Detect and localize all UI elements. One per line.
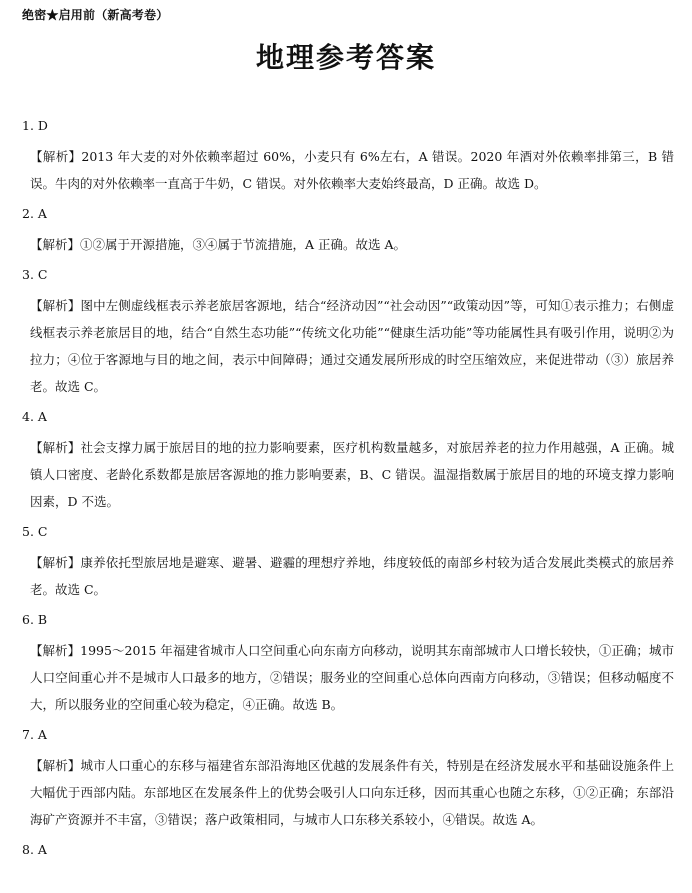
question-number: 5. C [22, 524, 48, 539]
question-explanation [22, 143, 674, 197]
question-number: 2. A [22, 206, 47, 221]
question-number: 3. C [22, 267, 48, 282]
explanation-text: 城市人口重心的东移与福建省东部沿海地区优越的发展条件有关，特别是在经济发展水平和基础设施条件上大幅优于西部内陆。东部地区在发展条件上的优势会吸引人口向东迁移，因而其重心也随之东移，①②正确；东部沿海矿产资源并不丰富，③错误；落户政策相同，与城市人口东移关系较小，④错误。故选 A。 [30, 758, 674, 827]
question-explanation [22, 549, 674, 603]
question-number: 7. A [22, 727, 47, 742]
explanation-tag: 【解析】 [30, 555, 81, 570]
confidential-header: 绝密★启用前（新高考卷） [22, 8, 169, 22]
question-explanation [22, 434, 674, 515]
explanation-text: 康养依托型旅居地是避寒、避暑、避霾的理想疗养地，纬度较低的南部乡村较为适合发展此类模式的旅居养老。故选 C。 [30, 555, 674, 597]
question-explanation [22, 752, 674, 833]
question-number: 6. B [22, 612, 48, 627]
explanation-tag: 【解析】 [30, 440, 81, 455]
question-number: 4. A [22, 409, 47, 424]
question-6 [22, 610, 674, 718]
question-7 [22, 725, 674, 833]
answer-list [22, 116, 674, 867]
explanation-text: 社会支撑力属于旅居目的地的拉力影响要素，医疗机构数量越多，对旅居养老的拉力作用越强，A 正确。城镇人口密度、老龄化系数都是旅居客源地的推力影响要素，B、C 错误。温湿指数属于旅居目的地的环境支撑力影响因素，D 不选。 [30, 440, 674, 509]
explanation-tag: 【解析】 [30, 149, 82, 164]
explanation-tag: 【解析】 [30, 758, 81, 773]
explanation-text: 1995～2015 年福建省城市人口空间重心向东南方向移动，说明其东南部城市人口增长较快，①正确；城市人口空间重心并不是城市人口最多的地方，②错误；服务业的空间重心总体向西南方向移动，③错误；但移动幅度不大，所以服务业的空间重心较为稳定，④正确。故选 B。 [30, 643, 674, 712]
explanation-text: ①②属于开源措施，③④属于节流措施，A 正确。故选 A。 [80, 237, 407, 252]
explanation-tag: 【解析】 [30, 298, 81, 313]
question-3 [22, 265, 674, 400]
page-title: 地理参考答案 [255, 41, 436, 74]
explanation-text: 图中左侧虚线框表示养老旅居客源地，结合“经济动因”“社会动因”“政策动因”等，可知①表示推力；右侧虚线框表示养老旅居目的地，结合“自然生态功能”“传统文化功能”“健康生活功能”等功能属性具有吸引作用，说明②为拉力；④位于客源地与目的地之间，表示中间障碍；通过交通发展所形成的时空压缩效应，来促进带动（③）旅居养老。故选 C。 [30, 298, 674, 394]
question-5 [22, 522, 674, 603]
explanation-tag: 【解析】 [30, 643, 81, 658]
question-number: 8. A [22, 842, 47, 857]
question-explanation [22, 231, 674, 258]
question-explanation [22, 292, 674, 400]
question-number: 1. D [22, 118, 48, 133]
explanation-text: 2013 年大麦的对外依赖率超过 60%，小麦只有 6%左右，A 错误。2020 年酒对外依赖率排第三，B 错误。牛肉的对外依赖率一直高于牛奶，C 错误。对外依赖率大麦始终最高，D 正确。故选 D。 [30, 149, 674, 191]
explanation-tag: 【解析】 [30, 237, 81, 252]
question-1 [22, 116, 674, 197]
question-8 [22, 840, 674, 860]
question-explanation [22, 637, 674, 718]
question-2 [22, 204, 674, 258]
question-4 [22, 407, 674, 515]
